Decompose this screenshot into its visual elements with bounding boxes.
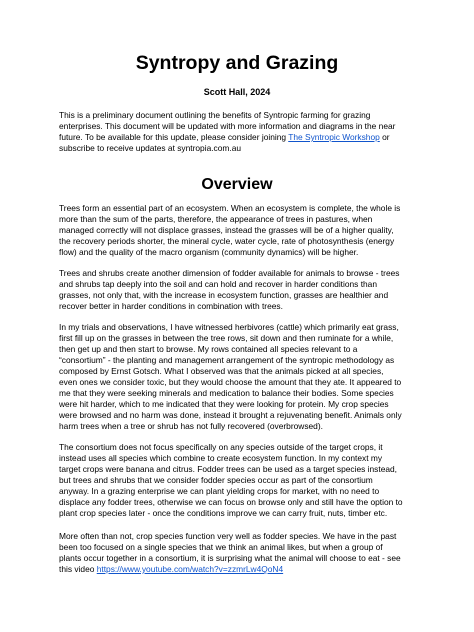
paragraph-line: flow) and the quality of the macro organism (community dynamics) will be higher. — [59, 247, 359, 257]
intro-line: enterprises. This document will be updated with more information and diagrams in the near — [59, 121, 396, 131]
paragraph-line: even ones we consider toxic, but they would choose the amount that they ate. It appeared to — [59, 377, 402, 387]
paragraph-trees-shrubs — [59, 268, 425, 312]
paragraph-line: the recovery periods shorter, the mineral cycle, water cycle, rate of photosynthesis (energy — [59, 236, 395, 246]
paragraph-line: The consortium does not focus specifically on any species outside of the target crops, it — [59, 442, 383, 452]
paragraph-line: were browsed and no harm was done, instead it brought a rejuvenating benefit. Animals only — [59, 410, 402, 420]
paragraph-line: target crops were banana and citrus. Fodder trees can be used as a target species instead, — [59, 464, 397, 474]
syntropic-workshop-link[interactable]: The Syntropic Workshop — [288, 132, 380, 142]
paragraph-line: instead uses all species which combine to create ecosystem function. In my context my — [59, 453, 383, 463]
paragraph-crop-fodder — [59, 531, 425, 575]
paragraph-line: recover better in harder conditions in combination with trees. — [59, 301, 283, 311]
paragraph-line: plant crop species later - once the conditions improve we can carry fruit, nuts, timber etc. — [59, 508, 388, 518]
paragraph-line — [59, 564, 425, 575]
paragraph-line: Trees and shrubs create another dimension of fodder available for animals to browse - trees — [59, 268, 400, 278]
paragraph-line: managed correctly will not displace grasses, instead the grasses will be of a higher quality, — [59, 225, 394, 235]
paragraph-line: were hit harder, which to me indicated that they were looking for protein. My crop species — [59, 399, 389, 409]
paragraph-text: this video — [59, 564, 97, 574]
paragraph-line: anyway. In a grazing enterprise we can plant yielding crops for market, with no need to — [59, 486, 380, 496]
intro-paragraph — [59, 110, 425, 154]
overview-heading: Overview — [201, 176, 273, 193]
paragraph-line: plants occur together in a consortium, it is surprising what the animal will choose to eat - see — [59, 553, 401, 563]
document-title: Syntropy and Grazing — [135, 52, 339, 74]
paragraph-line: More often than not, crop species function very well as fodder species. We have in the past — [59, 531, 397, 541]
paragraph-line: composed by Ernst Gotsch. What I observed was that the animals picked at all species, — [59, 366, 384, 376]
paragraph-line: grasses, not only that, with the increase in ecosystem function, grasses are healthier and — [59, 290, 389, 300]
paragraph-line: been too focused on a single species that we think an animal likes, but when a group of — [59, 542, 383, 552]
paragraph-line: more than the sum of the parts, therefore, the appearance of trees in pastures, when — [59, 214, 373, 224]
paragraph-trials-observations — [59, 322, 425, 432]
youtube-video-link[interactable]: https://www.youtube.com/watch?v=zzmrLw4QoN4 — [96, 564, 284, 574]
paragraph-line: harm trees when a tree or shrub has not fully recovered (overbrowsed). — [59, 421, 323, 431]
paragraph-consortium — [59, 442, 425, 519]
intro-line: subscribe to receive updates at syntropia.com.au — [59, 143, 242, 153]
intro-line: This is a preliminary document outlining the benefits of Syntropic farming for grazing — [59, 110, 371, 120]
paragraph-line: then get up and then start to browse. My rows contained all species relevant to a — [59, 344, 358, 354]
document-author: Scott Hall, 2024 — [203, 87, 271, 97]
paragraph-trees-ecosystem — [59, 203, 425, 258]
paragraph-line: me that they were seeking minerals and medication to balance their bodies. Some species — [59, 388, 394, 398]
paragraph-line: “consortium” - the planting and management arrangement of the syntropic methodology as — [59, 355, 395, 365]
paragraph-line: In my trials and observations, I have witnessed herbivores (cattle) which primarily eat grass, — [59, 322, 399, 332]
paragraph-line: Trees form an essential part of an ecosystem. When an ecosystem is complete, the whole is — [59, 203, 401, 213]
intro-text: future. To be available for this update, please consider joining — [59, 132, 289, 142]
paragraph-line: first fill up on the grasses in between the tree rows, sit down and then ruminate for a while, — [59, 333, 394, 343]
paragraph-line: displace any fodder trees, otherwise we can focus on browse only and still have the option to — [59, 497, 403, 507]
paragraph-line: but trees and shrubs that we consider fodder species occur as part of the consortium — [59, 475, 373, 485]
paragraph-line: and shrubs tap deeply into the soil and can hold and recover in harder conditions than — [59, 279, 377, 289]
intro-line — [59, 132, 425, 143]
intro-text: or — [379, 132, 390, 142]
